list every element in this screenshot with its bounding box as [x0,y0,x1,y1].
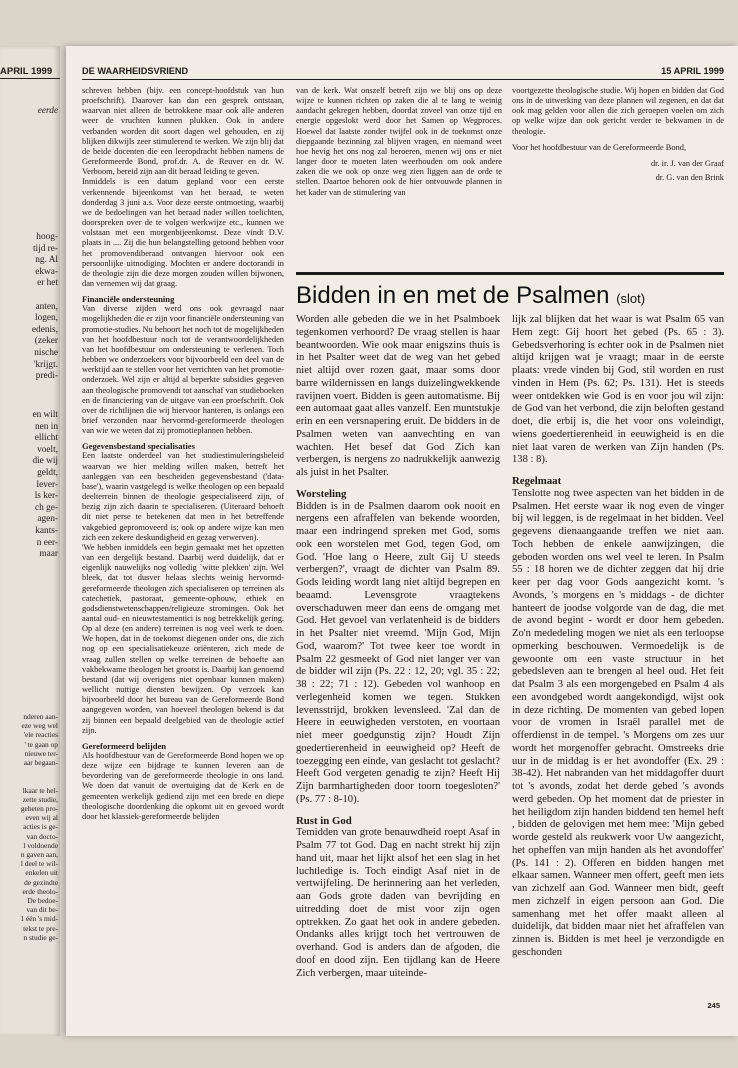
paragraph: Als hoofdbestuur van de Gereformeerde Bond hopen we op deze wijze een bijdrage te kunnen leveren aan de bevordering van de gereformeerde theologie in ons land. We doen dat vanuit de overtuiging dat de Kerk en de gemeenten werkelijk gediend zijn met een brede en diepe theologische doordenking die opkomt uit en gevoed wordt door het klassiek-gereformeerde belijden [82,751,284,821]
previous-page-line: enkelen uit [25,868,58,878]
previous-page-line: (zeker [34,336,58,347]
previous-page-line: 'ele reacties [23,730,58,740]
previous-page-line: nderen aan- [23,712,58,721]
publication-name: DE WAARHEIDSVRIEND [82,66,189,76]
previous-page-line: geheten pro- [20,804,58,814]
previous-page-line: agen- [37,514,58,525]
article-title-text: Bidden in en met de Psalmen [296,282,610,309]
previous-page-line: ng. Al [35,255,58,266]
previous-page-line: ellicht [34,433,58,444]
previous-page-column-b [0,410,60,561]
previous-page-line: ' te gaan op [24,739,58,749]
previous-page-line [0,767,60,776]
article-column-left [296,314,500,1014]
previous-page-line: edenis, [31,324,58,335]
paragraph: 'We hebben inmiddels een begin gemaakt met het opzetten van een dergelijk bestand. Daarbij werd duidelijk, dat er eigenlijk nauwelijks nog volledig `witte plekken' zijn. Wel bleek, dat tot dusver helaas slechts weinig hervormd-gereformeerde theologen zich specialiseren op terreinen als catechetiek, pastoraat, gemeente-opbouw, ethiek en godsdienstwetenschappen/religieuze stromingen. Ook het aantal oud- en nieuwtestamentici is nog betrekkelijk gering. Op al deze (en andere) terreinen is nog veel werk te doen. We hopen, dat in de toekomst diegenen onder ons, die zich nog op een specialisatiekeuze oriënteren, zich mede de vraag zullen stellen op welke terreinen de behoefte aan vakbekwame theologen het grootst is. Daarbij kan genoemd bestand (dat wij overigens niet openbaar kunnen maken) wellicht nuttige diensten bewijzen. Op verzoek kan bijvoorbeeld door het bureau van de Gereformeerde Bond aangegeven worden, van hoeveel theologen bekend is dat zij binnen een bepaald deelgebied van de theologie actief zijn. [82,542,284,735]
previous-page-line: van docto- [26,831,58,841]
article-divider [296,272,724,275]
previous-page-line: eze weg wel [21,721,58,731]
paragraph: lijk zal blijken dat het waar is wat Psalm 65 van Hem zegt: Gij hoort het gebed (Ps. 65 : 3). Gebedsverhoring is echter ook in de Psalmen niet altijd krijgen wat je vraagt; maar in de eerste plaats: vrede vinden bij God, stil worden en rust vinden in Hem (Ps. 62; Ps. 131). Het is steeds weer ontdekken wie God is en voor jou wil zijn: de God van het verbond, die zijn beloften gestand doet, die erbij is, die het voor ons voleindigt, wiens goedertierenheid in eeuwigheid is en die niet laat varen de werken van Zijn handen (Ps. 138 : 8). [512,314,724,466]
previous-page-line: zette studie, [22,794,58,804]
running-header [82,66,724,80]
newspaper-page [66,46,738,1036]
previous-page-column-a [0,232,60,383]
paragraph: voortgezette theologische studie. Wij hopen en bidden dat God ons in de uitwerking van deze plannen wil zegenen, en dat dat ook mag gelden voor allen die zich geroepen voelen om zich op welke wijze dan ook gericht verder te bekwamen in de theologie. [512,86,724,136]
previous-page-line: voelt, [37,444,58,455]
paragraph: Bidden is in de Psalmen daarom ook nooit en nergens een afraffelen van bekende woorden, maar een indringend spreken met God, soms ook een worstelen met God, tegen God, om God. 'Hoe lang o Heere, zult Gij U steeds verbergen?', vraagt de dichter van Psalm 89. Gods leiding wordt lang niet altijd begrepen en beaamd. Levensgrote vraagtekens overschaduwen meer dan eens de omgang met God. Het gevoel van verlatenheid is de bidders in het Psalter niet vreemd. 'Mijn God, Mijn God, waarom?' Tot twee keer toe wordt in Psalm 22 gesmeekt of God niet langer ver van de bidder wil zijn (Ps. 22 : 12, 20; vgl. 35 : 22; 38 : 22; 71 : 12). Gebeden vol wanhoop en verlegenheid komen we tegen. Stukken levensstrijd, brokken levensleed. 'Zal dan de Heere in eeuwigheden verstoten, en voortaan niet meer goedgunstig zijn? Houdt Zijn goedertierenheid in eeuwigheid op? Heeft de toezegging een einde, van geslacht tot geslacht? Heeft God vergeten genadig te zijn? Heeft Hij Zijn barmhartigheden door toorn toegesloten?' (Ps. 77 : 8-10). [296,500,500,805]
paragraph: Van diverse zijden werd ons ook gevraagd naar mogelijkheden die er zijn voor financiële ondersteuning van promotie-studies. Nu behoort het noch tot de mogelijkheden van het hoofdbestuur noch tot de verantwoordelijkheden van het hoofdbestuur om ondersteuning te verlenen. Toch hebben we onderzoekers voor bijvoorbeeld een deel van de werktijd aan te stellen voor het verrichten van het promotie-onderzoek. Wel zijn er altijd al beperkte subsidies gegeven aan theologische promovendi tot aanschaf van studieboeken en de financiering van de uitgave van een proefschrift. Ook over de richtlijnen die wij hiervoor hanteren, is onlangs een brief verzonden naar hervormd-gereformeerde theologen van wie we weten dat zij promotieplannen hebben. [82,304,284,436]
previous-page-line: ekwa- [35,266,58,277]
previous-page-line: De bedoe- [27,896,58,906]
section-heading: Worsteling [296,487,347,500]
previous-page-line: de gezindte [24,877,58,887]
paragraph: Voor het hoofdbestuur van de Gereformeerde Bond, [512,142,687,152]
previous-page-line: ch ge- [35,502,58,513]
signature: dr. G. van den Brink [655,173,724,183]
previous-page-line: hoog- [36,232,58,242]
section-heading: Gegevensbestand specialisaties [82,441,195,452]
previous-page-line: l voldoende [23,840,58,850]
previous-page-line: aar begaan- [23,758,58,768]
previous-page-line: tijd re- [32,243,58,254]
paragraph: Een laatste onderdeel van het studiestimuleringsbeleid waarvan we hier melding willen maken, betreft het aanleggen van een bescheiden gegevensbestand ('data-base'), waarin vastgelegd is welke theologen op een bepaald deelterrein binnen de theologie gespecialiseerd zijn, of bezig zijn zich daarin te specialiseren. (Uiteraard behoeft dit niet perse te betekenen dat men in het betreffende vakgebied gepromoveerd is; ook op andere wijze kan men zich een zekere deskundigheid en gezag verwerven). [82,451,284,542]
paragraph: Worden alle gebeden die we in het Psalmboek tegenkomen verhoord? De vraag stellen is haar beantwoorden. Wie ook maar enigszins thuis is in het Psalter weet dat de weg van het gebed niet altijd over rozen gaat, maar soms door barre wildernissen en langs duizelingwekkende ravijnen voert. Bidden is geen automatisme. Bij een automaat gaat alles vanzelf. Een muntstukje erin en een versnapering eruit. De bidders in de Psalmen weten van aanvechting en van wachten. Het besef dat God Zich kan verbergen, is nergens zo nadrukkelijk aanwezig als juist in het Psalter. [296,314,500,478]
paragraph: Temidden van grote benauwdheid roept Asaf in Psalm 77 tot God. Dag en nacht strekt hij zijn hand uit, maar het lijkt alsof het een slag in het luchtledige is. Toch eindigt Asaf niet in de vertwijfeling. De herinnering aan het verleden, aan Gods grote daden van bevrijding en uitredding doet de mist voor zijn ogen optrekken. Zo gaat het ook in andere gebeden. Ondanks alles krijgt toch het vertrouwen de overhand. God is anders dan de afgoden, die doof en dood zijn. Een tijdlang kan de Heere Zich verbergen, maar uiteinde- [296,827,500,979]
article-column-right [512,314,724,994]
previous-page-line: 1 één 's mid- [20,914,58,924]
section-heading: Rust in God [296,814,352,827]
previous-page-line: die wij [32,456,58,467]
previous-page-line: tekst te pre- [23,923,58,933]
previous-page-line: kants- [35,525,58,536]
previous-page-line: predi- [35,371,58,382]
previous-page-line: n eer- [36,537,58,548]
page-number: 245 [707,1001,720,1010]
previous-page-line: erde theolo- [22,886,58,896]
previous-page-italic-word: eerde [37,106,58,116]
previous-page-line [0,776,60,785]
issue-date: 15 APRIL 1999 [661,66,724,76]
previous-page-line: l deel te wil- [20,859,58,869]
article-title [296,282,726,313]
previous-page-column-c [0,712,60,942]
previous-page-line: n studie ge- [23,932,58,942]
previous-page-line: nen in [35,421,58,432]
text-column-1 [82,86,284,1012]
text-column-2 [296,86,502,268]
text-column-3 [512,86,724,268]
previous-page-header: APRIL 1999 [0,66,60,79]
previous-page-line: even wij al [25,813,58,823]
previous-page-line: n gaven aan, [20,850,58,860]
previous-page-line: anten, [35,301,58,312]
previous-page-line: lkaar te hel- [22,785,58,795]
section-heading: Gereformeerd belijden [82,740,167,751]
previous-page-line: geldt, [37,467,58,478]
previous-page-line: ls ker- [34,491,58,502]
previous-page-line: van dit be- [26,905,58,915]
section-heading: Financiële ondersteuning [82,294,175,305]
paragraph: schreven hebben (bijv. een concept-hoofdstuk van hun proefschrift). Daarover kan dan een gesprek ontstaan, waarvan niet alleen de betrokkene maar ook alle anderen weer de vruchten kunnen plukken. Ook in andere verbanden worden dit soort dagen wel gehouden, en zij blijken dikwijls zeer stimulerend te werken. We zijn blij dat de beide docenten die een leeropdracht hebben namens de Gereformeerde Bond, prof.dr. A. de Reuver en dr. W. Verboom, bereid zijn aan dit beraad leiding te geven. [82,86,284,177]
paragraph: van de kerk. Wat onszelf betreft zijn we blij ons op deze wijze te kunnen richten op zaken die al te lang te weinig aandacht gekregen hebben, doordat zoveel van onze tijd en energie opgeslokt werd door het Samen op Wegproces. Hoewel dat laatste zonder twijfel ook in de toekomst onze diepgaande bezinning zal blijven vragen, en niemand weet hoe hevig het ons nog zal beroeren, menen wij ons er niet langer door te moeten laten weerhouden om ook andere zaken die we ook op onze weg zien liggen aan de orde te stellen. Daartoe behoren ook de hier ontvouwde plannen in het kader van de stimulering van [296,86,502,197]
previous-page [0,46,60,1036]
previous-page-line: lever- [36,479,58,490]
previous-page-line: acties is ge- [23,822,58,832]
previous-page-line: nieuwe ter- [24,748,58,758]
signature: dr. ir. J. van der Graaf [650,158,724,168]
previous-page-line: en wilt [32,410,58,420]
previous-page-line [0,290,60,302]
paragraph: Inmiddels is een datum gepland voor een eerste verkennende bijeenkomst van het beraad, te weten donderdag 3 juni a.s. Voor deze eerste ontmoeting, waarbij we de bedoelingen van het beraad nader willen toelichten, doorspreken over de te volgen werkwijze etc., kunnen we volstaan met een morgenbijeenkomst. Deze vindt D.V. plaats in .... Zij die hun belangstelling getoond hebben voor het promovendiberaad ontvangen hiervoor ook een persoonlijke uitnodiging. Mochten er andere doctorandi in de theologie zijn die deze morgen zouden willen bijwonen, dan vernemen wij dat graag. [82,177,284,288]
section-heading: Regelmaat [512,475,562,487]
previous-page-line: maar [39,549,58,560]
paragraph: Tenslotte nog twee aspecten van het bidden in de Psalmen. Het eerste waar ik nog even de vinger bij wil leggen, is de regelmaat in het bidden. Veel gegevens dienaangaande treffen we niet aan. Toch hebben de enkele aanwijzingen, die geboden worden ons wel veel te leren. In Psalm 55 : 18 horen we de dichter zeggen dat hij drie keer per dag voor Gods aangezicht komt. 's Avonds, 's morgens en 's middags - de dichter hanteert de joodse volgorde van de dag, die met de avond begint - wordt er door hem gebeden. Zo'n mededeling mogen we niet als een terloopse opmerking beschouwen. Vermoedelijk is de gewoonte om een vaste structuur in het gebedsleven aan te brengen al heel oud. Het feit dat Psalm 3 als een morgengebed en Psalm 4 als een avondgebed wordt aangekondigd, wijst ook in deze richting. De momenten van gebed lopen voor de vromen in Israël parallel met de offerdienst in de tempel. 's Morgens om zes uur wordt het morgenoffer gebracht. Omstreeks drie uur in de middag is er het avondoffer (Ex. 29 : 38-42). Het nabranden van het middagoffer duurt tot 's avonds, zodat het derde gebed 's avonds werd gebeden. Op het moment dat de priester in het heiligdom zijn handen biddend ten hemel heft , bidden de gelovigen met hem mee: 'Mijn gebed worde gesteld als reukwerk voor Uw aangezicht, het opheffen van mijn handen als het avondoffer' (Ps. 141 : 2). Offeren en bidden hangen met elkaar samen. Wanneer men offert, geeft men iets van zichzelf aan God. Wanneer men bidt, geeft men zichzelf in eigen persoon aan God. Die samenhang met het offer maakt alleen al duidelijk, dat bidden maar niet het afraffelen van zinnen is. Bidden is met heel je verzondigde en geschonden [512,487,724,958]
article-title-suffix: (slot) [616,291,646,306]
previous-page-line: er het [37,278,58,289]
previous-page-line: logen, [35,313,58,324]
previous-page-line: 'krijgt. [33,359,58,370]
previous-page-line: nische [34,347,58,358]
